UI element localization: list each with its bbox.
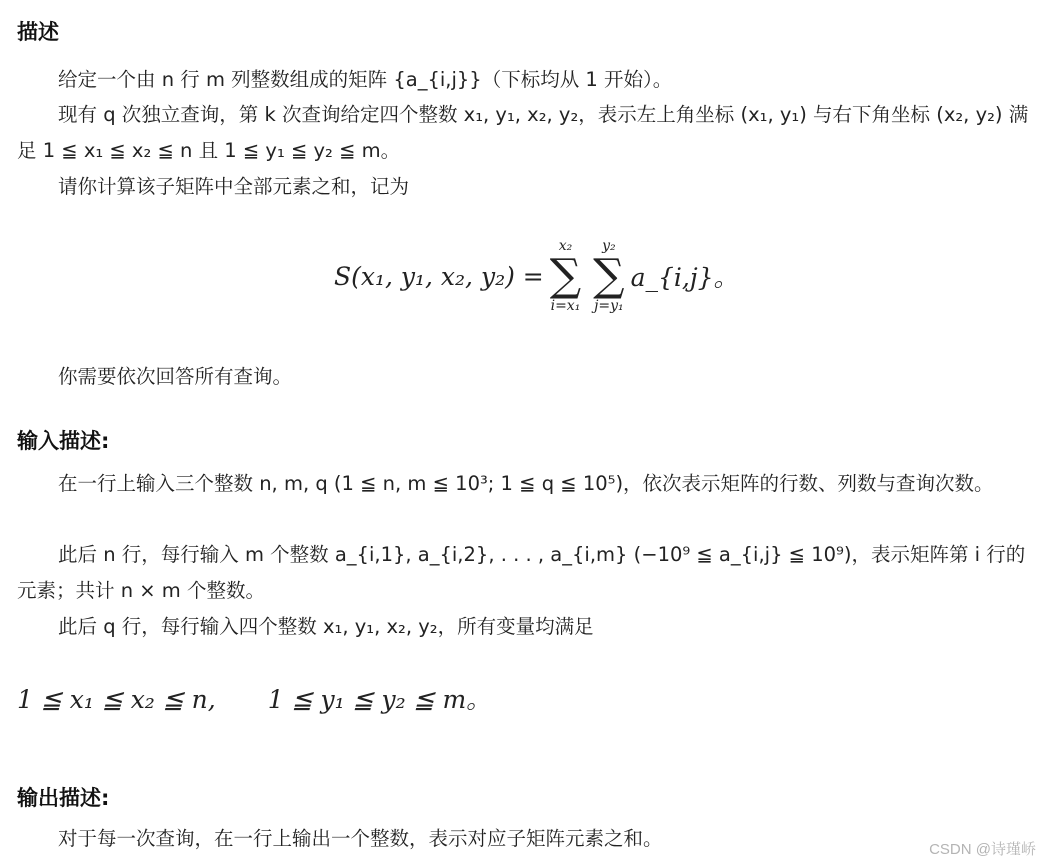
constraint-formula bbox=[17, 680, 491, 716]
sum-inner bbox=[593, 238, 624, 314]
heading-input: 输入描述: bbox=[17, 429, 110, 453]
sum-inner-lower: j=y₁ bbox=[594, 298, 624, 314]
description-para-3: 请你计算该子矩阵中全部元素之和，记为 bbox=[58, 175, 410, 198]
formula-term: a_{i,j}。 bbox=[630, 263, 739, 292]
sum-formula bbox=[334, 238, 739, 314]
heading-output: 输出描述: bbox=[17, 786, 110, 810]
output-para-1: 对于每一次查询，在一行上输出一个整数，表示对应子矩阵元素之和。 bbox=[58, 827, 663, 850]
formula-lhs: S(x₁, y₁, x₂, y₂) = bbox=[334, 261, 544, 291]
input-para-2: 此后 n 行，每行输入 m 个整数 a_{i,1}, a_{i,2}, . . . , a_{i,m} (−10⁹ ≦ a_{i,j} ≦ 10⁹)，表示矩阵第 i 行的元素；共计 n × m 个整数。 bbox=[17, 543, 1026, 602]
sum-outer-upper: x₂ bbox=[558, 238, 573, 254]
sigma-icon: ∑ bbox=[593, 250, 625, 301]
sigma-icon: ∑ bbox=[549, 250, 582, 301]
description-para-4: 你需要依次回答所有查询。 bbox=[58, 365, 293, 388]
description-para-1: 给定一个由 n 行 m 列整数组成的矩阵 {a_{i,j}}（下标均从 1 开始）。 bbox=[58, 68, 673, 91]
heading-description: 描述 bbox=[17, 20, 59, 44]
sum-inner-upper: y₂ bbox=[602, 238, 616, 254]
sum-outer bbox=[550, 238, 581, 314]
constraint-x: 1 ≦ x₁ ≦ x₂ ≦ n, bbox=[17, 685, 216, 714]
input-para-1: 在一行上输入三个整数 n, m, q (1 ≦ n, m ≦ 10³; 1 ≦ q ≦ 10⁵)，依次表示矩阵的行数、列数与查询次数。 bbox=[58, 472, 994, 495]
constraint-y: 1 ≦ y₁ ≦ y₂ ≦ m。 bbox=[267, 685, 492, 714]
watermark: CSDN @诗瑾峤 bbox=[929, 841, 1036, 858]
sum-outer-lower: i=x₁ bbox=[550, 298, 581, 314]
input-para-3: 此后 q 行，每行输入四个整数 x₁, y₁, x₂, y₂，所有变量均满足 bbox=[58, 615, 594, 638]
description-para-2: 现有 q 次独立查询，第 k 次查询给定四个整数 x₁, y₁, x₂, y₂，表示左上角坐标 (x₁, y₁) 与右下角坐标 (x₂, y₂) 满足 1 ≦ x₁ ≦ x₂ ≦ n 且 1 ≦ y₁ ≦ y₂ ≦ m。 bbox=[17, 103, 1029, 162]
